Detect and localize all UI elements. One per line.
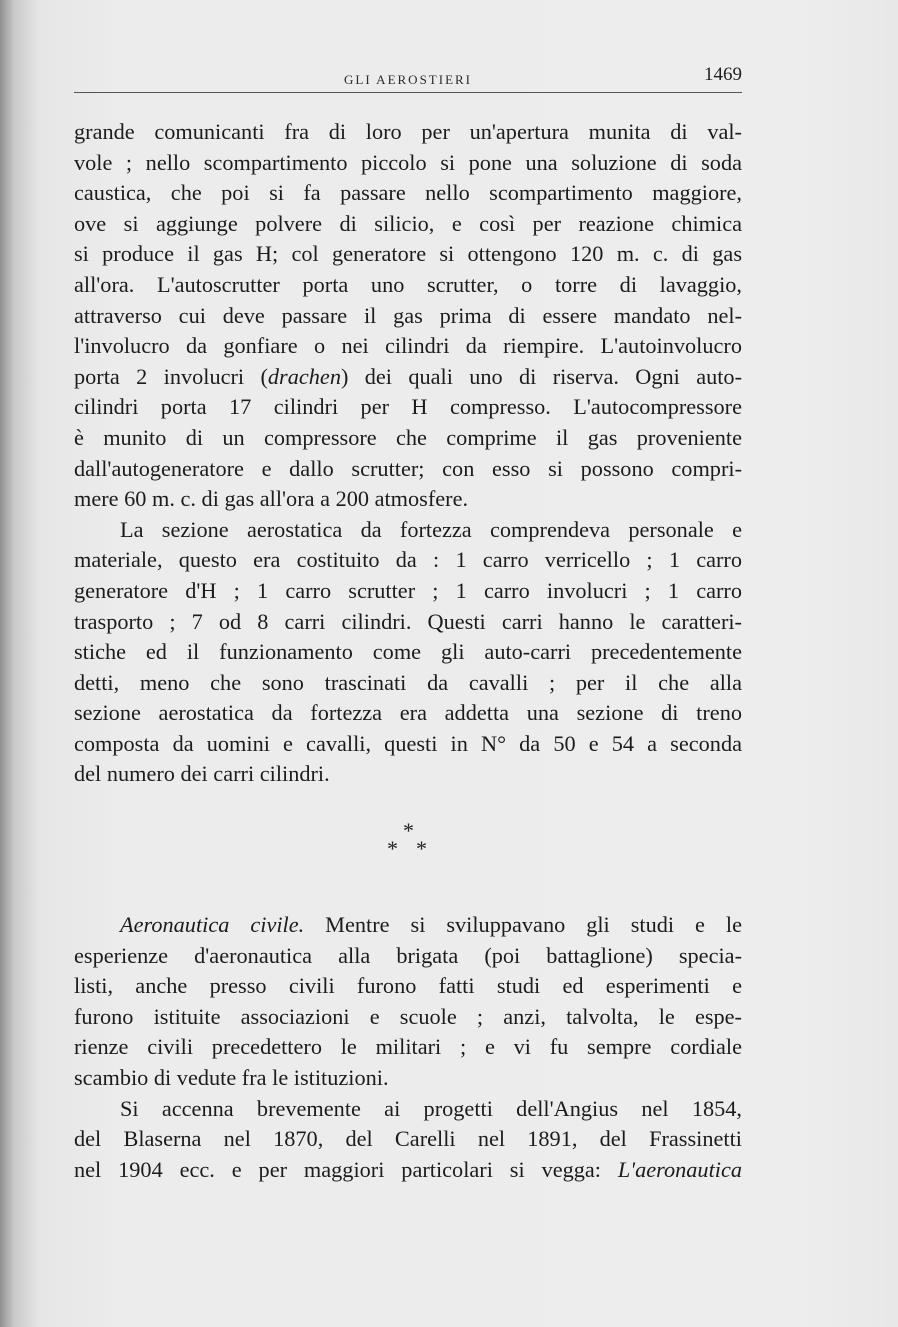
section-title: Aeronautica civile. [120,912,305,938]
text-line: cilindri porta 17 cilindri per H compresso. L'autocompressore [74,394,742,420]
text-segment: porta 2 involucri ( [74,363,268,389]
text-line: grande comunicanti fra di loro per un'apertura munita di val- [74,119,742,144]
text-line: materiale, questo era costituito da : 1 carro verricello ; 1 carro [74,547,742,573]
text-line: all'ora. L'autoscrutter porta uno scrutter, o torre di lavaggio, [74,271,742,297]
text-line: stiche ed il funzionamento come gli auto-carri precedentemente [74,639,742,665]
paragraph-2 [74,515,742,790]
text-line [74,1155,742,1186]
text-line: generatore d'H ; 1 carro scrutter ; 1 carro involucri ; 1 carro [74,577,742,603]
paragraph-3 [74,910,742,1094]
running-title: GLI AEROSTIERI [343,72,473,87]
text-line: Si accenna brevemente ai progetti dell'Angius nel 1854, [120,1095,742,1121]
text-line: ove si aggiunge polvere di silicio, e così per reazione chimica [74,210,742,236]
text-line: attraverso cui deve passare il gas prima di essere mandato nel- [74,302,742,328]
section-separator [74,790,742,910]
text-line: furono istituite associazioni e scuole ; anzi, talvolta, le espe- [74,1003,742,1029]
text-line [74,910,742,941]
text-line: l'involucro da gonfiare o nei cilindri da riempire. L'autoinvolucro [74,333,742,359]
text-line: dall'autogeneratore e dallo scrutter; con esso si possono compri- [74,455,742,481]
text-line: caustica, che poi si fa passare nello scompartimento maggiore, [74,180,742,206]
text-line: esperienze d'aeronautica alla brigata (poi battaglione) specia- [74,942,742,968]
text-line: composta da uomini e cavalli, questi in N° da 50 e 54 a seconda [74,730,742,756]
text-line: listi, anche presso civili furono fatti studi ed esperimenti e [74,973,742,999]
asterism-bottom: ** [387,836,445,862]
text-line [74,362,742,393]
text-segment: ) dei quali uno di riserva. Ogni auto- [340,363,743,389]
text-line: rienze civili precedettero le militari ; e vi fu sempre cordiale [74,1034,742,1060]
italic-word: L'aeronautica [617,1156,742,1182]
text-line: vole ; nello scompartimento piccolo si pone una soluzione di soda [74,149,742,175]
paragraph-4 [74,1094,742,1186]
text-line: sezione aerostatica da fortezza era addetta una sezione di treno [74,700,742,726]
text-line: mere 60 m. c. di gas all'ora a 200 atmosfere. [74,486,469,512]
text-line: scambio di vedute fra le istituzioni. [74,1065,389,1091]
text-line: trasporto ; 7 od 8 carri cilindri. Questi carri hanno le caratteri- [74,608,742,634]
body-text [74,117,742,1185]
text-segment: nel 1904 ecc. e per maggiori particolari si vegga: [74,1156,618,1182]
asterism-top: * [403,818,414,844]
text-segment: Mentre si sviluppavano gli studi e le [304,912,742,938]
paragraph-1 [74,117,742,515]
text-line: è munito di un compressore che comprime il gas proveniente [74,424,742,450]
text-line: La sezione aerostatica da fortezza comprendeva personale e [120,516,742,542]
text-line: del Blaserna nel 1870, del Carelli nel 1891, del Frassinetti [74,1126,742,1152]
page-number: 1469 [704,64,742,85]
text-line: detti, meno che sono trascinati da cavalli ; per il che alla [74,669,742,695]
page-header [74,62,742,93]
italic-word: drachen [267,363,341,389]
text-line: si produce il gas H; col generatore si ottengono 120 m. c. di gas [74,241,742,267]
text-line: del numero dei carri cilindri. [74,761,330,787]
